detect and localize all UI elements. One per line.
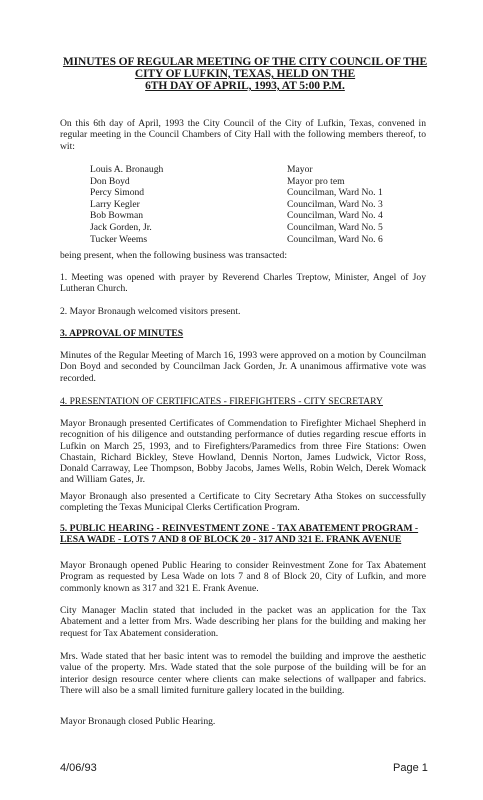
member-row	[90, 164, 430, 176]
member-role: Councilman, Ward No. 4	[287, 210, 383, 222]
title-line-1: MINUTES OF REGULAR MEETING OF THE CITY COUNCIL OF THE	[62, 56, 428, 68]
item-5-paragraph-3: Mrs. Wade stated that her basic intent was to remodel the building and improve the aesthetic value of the property. Mrs. Wade stated that the sole purpose of the building will be for an interior design resource center where clients can make selections of wallpaper and fabrics. There will also be a small limited furniture gallery located in the building.	[60, 651, 426, 696]
footer-date: 4/06/93	[60, 762, 97, 774]
minutes-title	[40, 56, 450, 92]
member-row	[90, 222, 430, 234]
item-2-welcome: 2. Mayor Bronaugh welcomed visitors present.	[60, 306, 241, 317]
member-row	[90, 234, 430, 246]
members-roster	[90, 164, 430, 245]
item-3-heading: 3. APPROVAL OF MINUTES	[60, 328, 184, 339]
title-line-3: 6TH DAY OF APRIL, 1993, AT 5:00 P.M.	[145, 80, 345, 92]
item-4-text-2: Mayor Bronaugh also presented a Certificate to City Secretary Atha Stokes on successfully completing the Texas Municipal Clerks Certification Program.	[60, 491, 426, 514]
item-4-text: Mayor Bronaugh presented Certificates of Commendation to Firefighter Michael Shepherd in recognition of his diligence and outstanding performance of duties regarding rescue efforts in Lufkin on March 25, 1993, and to Firefighters/Paramedics from three Fire Stations: Owen Chastain, Richard Bickley, Steve Howland, Dennis Norton, James Ludwick, Victor Ross, Donald Carraway, Lee Thompson, Bobby Jacobs, James Wells, Robin Welch, Derek Womack and William Gates, Jr.	[60, 418, 426, 486]
item-1-prayer: 1. Meeting was opened with prayer by Reverend Charles Treptow, Minister, Angel of Joy Lutheran Church.	[60, 272, 426, 295]
member-name: Percy Simond	[90, 187, 145, 199]
item-3-text: Minutes of the Regular Meeting of March 16, 1993 were approved on a motion by Councilman Don Boyd and seconded by Councilman Jack Gorden, Jr. A unanimous affirmative vote was recorded.	[60, 350, 426, 384]
being-present-line: being present, when the following business was transacted:	[60, 250, 287, 261]
member-name: Jack Gorden, Jr.	[90, 221, 152, 233]
title-line-2: CITY OF LUFKIN, TEXAS, HELD ON THE	[134, 68, 356, 80]
member-name: Don Boyd	[90, 175, 130, 187]
member-role: Mayor	[287, 164, 313, 175]
member-name: Bob Bowman	[90, 210, 144, 222]
member-role: Councilman, Ward No. 1	[287, 187, 383, 199]
member-name: Louis A. Bronaugh	[90, 164, 164, 175]
item-5-paragraph-2: City Manager Maclin stated that included in the packet was an application for the Tax Abatement and a letter from Mrs. Wade describing her plans for the building and making her request for Tax Abatement consideration.	[60, 605, 426, 639]
member-row	[90, 199, 430, 211]
member-row	[90, 176, 430, 188]
item-4-heading: 4. PRESENTATION OF CERTIFICATES - FIREFIGHTERS - CITY SECRETARY	[60, 396, 383, 407]
member-role: Mayor pro tem	[287, 175, 345, 187]
intro-paragraph: On this 6th day of April, 1993 the City Council of the City of Lufkin, Texas, convened in regular meeting in the Council Chambers of City Hall with the following members thereof, to wit:	[60, 118, 426, 152]
member-name: Larry Kegler	[90, 198, 140, 210]
member-name: Tucker Weems	[90, 233, 148, 245]
item-5-heading: 5. PUBLIC HEARING - REINVESTMENT ZONE - TAX ABATEMENT PROGRAM - LESA WADE - LOTS 7 AND 8 OF BLOCK 20 - 317 AND 321 E. FRANK AVENUE	[60, 523, 419, 546]
item-5-paragraph-4: Mayor Bronaugh closed Public Hearing.	[60, 716, 216, 727]
member-role: Councilman, Ward No. 6	[287, 233, 383, 245]
member-row	[90, 187, 430, 199]
item-5-paragraph-1: Mayor Bronaugh opened Public Hearing to consider Reinvestment Zone for Tax Abatement Program as requested by Lesa Wade on lots 7 and 8 of Block 20, City of Lufkin, and more commonly known as 317 and 321 E. Frank Avenue.	[60, 560, 426, 594]
member-role: Councilman, Ward No. 5	[287, 221, 383, 233]
member-role: Councilman, Ward No. 3	[287, 198, 383, 210]
footer-page-number: Page 1	[393, 762, 428, 774]
member-row	[90, 210, 430, 222]
